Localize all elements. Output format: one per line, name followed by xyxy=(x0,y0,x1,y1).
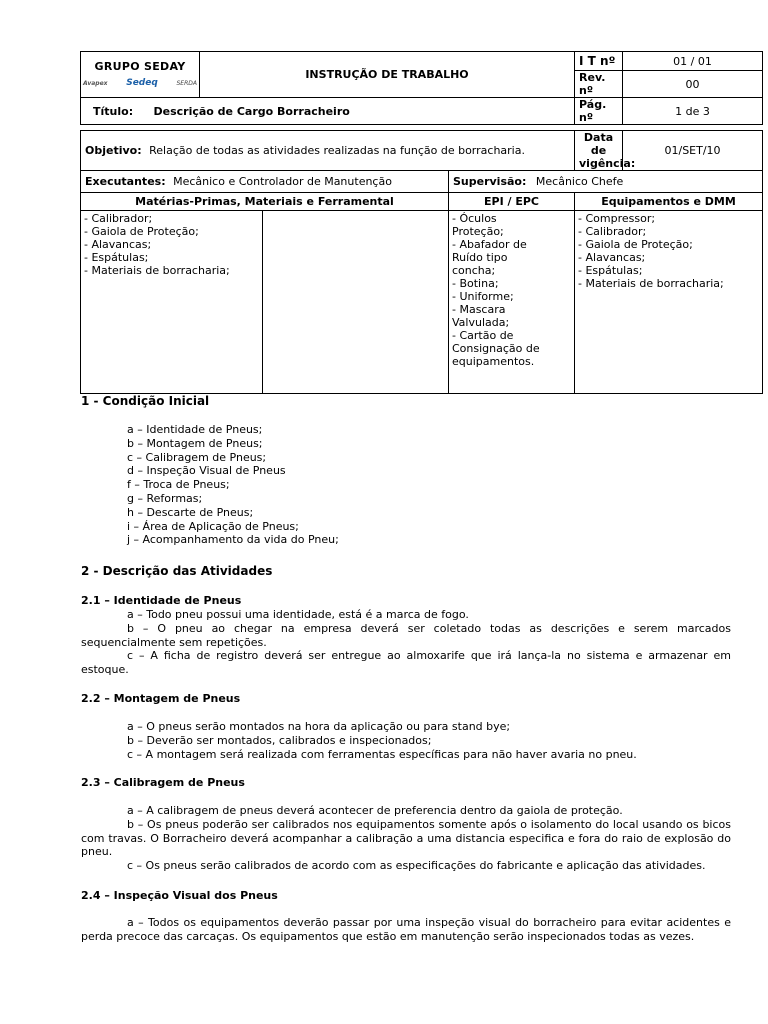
paragraph: a – Todo pneu possui uma identidade, está é a marca de fogo. xyxy=(127,608,469,621)
list-item: - Mascara xyxy=(452,303,506,316)
list-item: - Espátulas; xyxy=(578,264,643,277)
list-item: Consignação de xyxy=(452,342,540,355)
paragraph: b – Os pneus poderão ser calibrados nos equipamentos somente após o isolamento do local usando os bicos com travas. O Borracheiro deverá acompanhar a calibração a uma distancia especifica e fora do raio de explosão do pneu. xyxy=(81,817,731,859)
paragraph: b – O pneu ao chegar na empresa deverá ser coletado todas as descrições e serem marcados sequencialmente sem repetições. xyxy=(81,621,731,649)
list-item: a – Identidade de Pneus; xyxy=(127,423,263,436)
list-item: concha; xyxy=(452,264,496,277)
doc-title: INSTRUÇÃO DE TRABALHO xyxy=(200,52,575,98)
epi-list xyxy=(449,211,575,394)
executantes-row xyxy=(81,171,449,193)
supervisao-row xyxy=(449,171,763,193)
list-item: - Gaiola de Proteção; xyxy=(578,238,693,251)
list-item: - Materiais de borracharia; xyxy=(578,277,724,290)
pag-value: 1 de 3 xyxy=(623,98,763,125)
data-label: Data de vigência: xyxy=(575,131,623,171)
titulo-row xyxy=(81,98,575,125)
list-item: - Óculos xyxy=(452,212,497,225)
col-epi-header: EPI / EPC xyxy=(449,193,575,211)
section2-2-title: 2.2 – Montagem de Pneus xyxy=(81,692,241,705)
list-item: b – Montagem de Pneus; xyxy=(127,436,263,450)
header-table xyxy=(80,51,763,394)
supervisao-label: Supervisão: xyxy=(453,175,527,188)
avapex-logo: Avapex xyxy=(83,80,108,87)
list-item: i – Área de Aplicação de Pneus; xyxy=(127,519,299,533)
list-item: - Alavancas; xyxy=(578,251,646,264)
paragraph: c – A ficha de registro deverá ser entregue ao almoxarife que irá lança-la no sistema e armazenar em estoque. xyxy=(81,649,731,677)
paragraph: a – Todos os equipamentos deverão passar por uma inspeção visual do borracheiro para evitar acidentes e perda precoce das carcaças. Os equipamentos que estão em manutenção serão inspecionados todas as vezes. xyxy=(81,916,731,943)
section2-4-body xyxy=(81,916,731,944)
section2-1-title: 2.1 – Identidade de Pneus xyxy=(81,594,242,607)
list-item: - Uniforme; xyxy=(452,290,514,303)
section2-3-body xyxy=(81,804,731,873)
data-value: 01/SET/10 xyxy=(623,131,763,171)
list-item: - Alavancas; xyxy=(84,238,152,251)
pag-label: Pág. nº xyxy=(575,98,623,125)
titulo-value: Descrição de Cargo Borracheiro xyxy=(153,104,350,118)
section2-4-title: 2.4 – Inspeção Visual dos Pneus xyxy=(81,889,278,902)
list-item: c – Calibragem de Pneus; xyxy=(127,450,267,464)
rev-label: Rev. nº xyxy=(575,71,623,98)
list-item: Ruído tipo xyxy=(452,251,508,264)
list-item: - Calibrador; xyxy=(578,225,647,238)
section2-title: 2 - Descrição das Atividades xyxy=(81,564,273,578)
paragraph: c – Os pneus serão calibrados de acordo com as especificações do fabricante e aplicação das atividades. xyxy=(127,859,706,873)
list-item: - Botina; xyxy=(452,277,499,290)
col-equip-header: Equipamentos e DMM xyxy=(575,193,763,211)
it-label: I T nº xyxy=(575,52,623,71)
titulo-label: Título: xyxy=(93,104,134,118)
company-name: GRUPO SEDAY xyxy=(94,59,186,73)
materias-empty-column xyxy=(263,211,449,394)
section1-title: 1 - Condição Inicial xyxy=(81,394,210,408)
paragraph: b – Deverão ser montados, calibrados e inspecionados; xyxy=(127,733,432,747)
executantes-label: Executantes: xyxy=(85,175,166,188)
list-item: h – Descarte de Pneus; xyxy=(127,505,254,519)
list-item: - Abafador de xyxy=(452,238,527,251)
materias-list xyxy=(81,211,263,394)
section2-3-title: 2.3 – Calibragem de Pneus xyxy=(81,776,245,789)
paragraph: a – O pneus serão montados na hora da aplicação ou para stand bye; xyxy=(127,720,511,733)
rev-value: 00 xyxy=(623,71,763,98)
list-item: Valvulada; xyxy=(452,316,510,329)
company-logo-block xyxy=(81,52,200,98)
equip-list xyxy=(575,211,763,394)
list-item: - Cartão de xyxy=(452,329,514,342)
section1-list xyxy=(127,423,339,547)
objetivo-label: Objetivo: xyxy=(85,144,142,157)
supervisao-value: Mecânico Chefe xyxy=(535,175,624,188)
section2-1-body xyxy=(81,608,731,677)
list-item: equipamentos. xyxy=(452,355,535,368)
objetivo-row xyxy=(81,131,575,171)
list-item: - Compressor; xyxy=(578,212,656,225)
objetivo-value: Relação de todas as atividades realizadas na função de borracharia. xyxy=(149,144,525,157)
list-item: d – Inspeção Visual de Pneus xyxy=(127,464,286,478)
list-item: - Gaiola de Proteção; xyxy=(84,225,199,238)
col-materias-header: Matérias-Primas, Materiais e Ferramental xyxy=(81,193,449,211)
serda-logo: SERDA xyxy=(176,80,197,87)
paragraph: a – A calibragem de pneus deverá acontecer de preferencia dentro da gaiola de proteção. xyxy=(127,804,623,817)
list-item: g – Reformas; xyxy=(127,491,203,505)
list-item: - Materiais de borracharia; xyxy=(84,264,230,277)
sedeq-logo: Sedeq xyxy=(126,78,158,88)
list-item: Proteção; xyxy=(452,225,504,238)
list-item: f – Troca de Pneus; xyxy=(127,478,230,492)
list-item: - Calibrador; xyxy=(84,212,153,225)
partner-logos xyxy=(83,78,197,90)
it-value: 01 / 01 xyxy=(623,52,763,71)
executantes-value: Mecânico e Controlador de Manutenção xyxy=(173,175,392,188)
list-item: j – Acompanhamento da vida do Pneu; xyxy=(127,533,339,547)
list-item: - Espátulas; xyxy=(84,251,149,264)
section2-2-body xyxy=(81,720,731,761)
paragraph: c – A montagem será realizada com ferramentas específicas para não haver avaria no pneu. xyxy=(127,747,637,761)
